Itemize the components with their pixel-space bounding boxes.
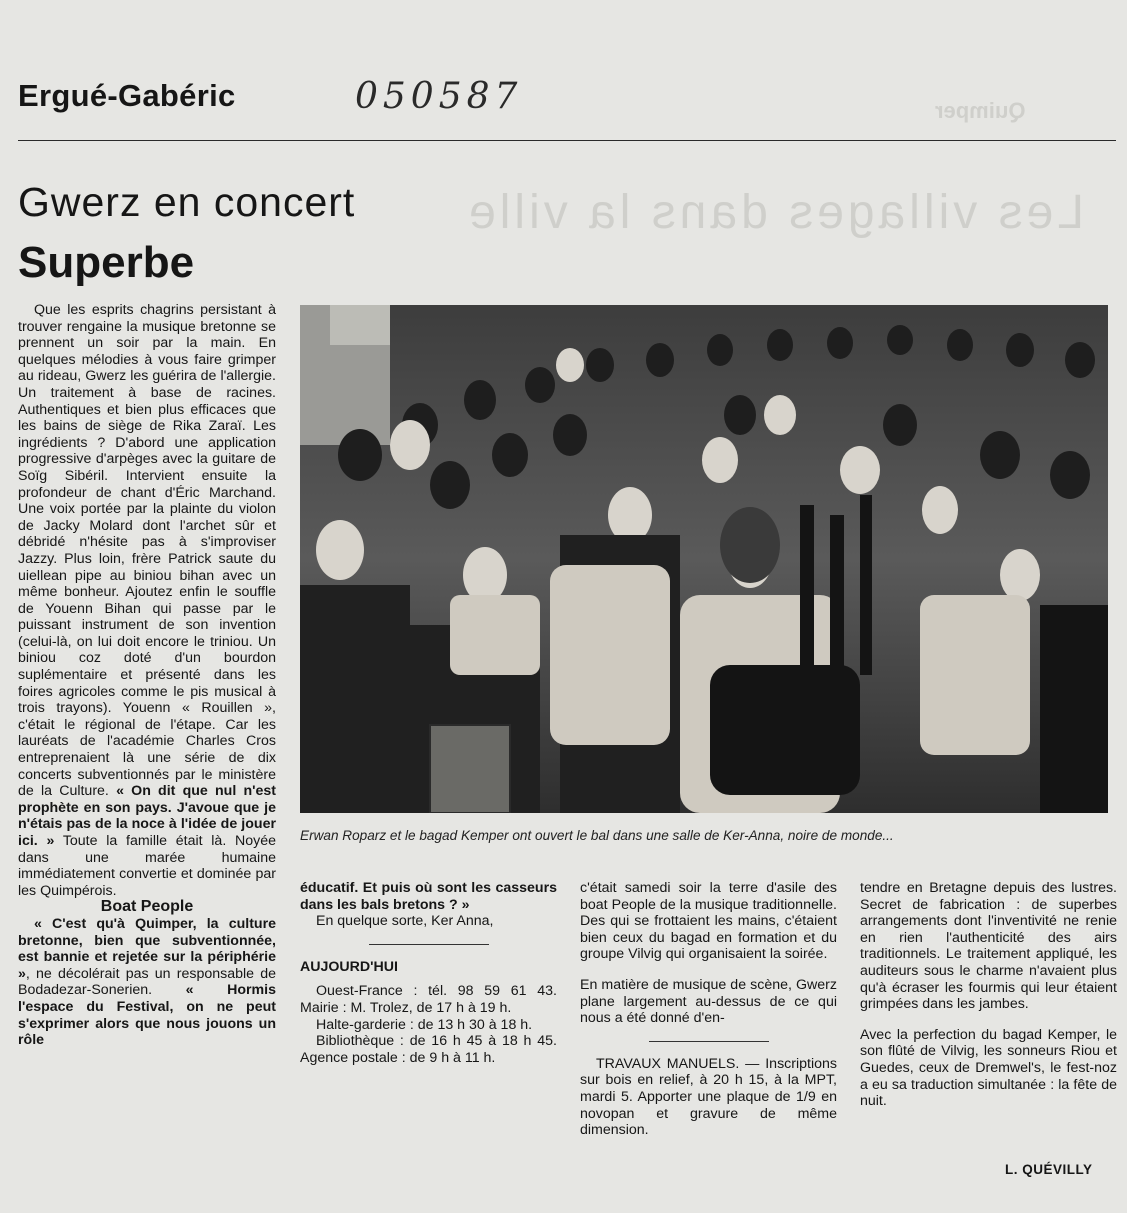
quote-text: éducatif. Et puis où sont les casseurs dans les bals bretons ? » bbox=[300, 880, 557, 913]
article-paragraph bbox=[18, 916, 276, 1049]
article-paragraph bbox=[18, 302, 276, 899]
handwritten-date: 050587 bbox=[355, 76, 523, 117]
agenda-heading: AUJOURD'HUI bbox=[300, 958, 398, 975]
paragraph-text: Toute la famille était là. Noyée dans une marée humaine immédiatement convertie et dominée par les Quimpérois. bbox=[18, 833, 276, 899]
article-paragraph bbox=[300, 880, 557, 913]
agenda-item: Ouest-France : tél. 98 59 61 43. Mairie : M. Trolez, de 17 h à 19 h. bbox=[300, 983, 557, 1016]
separator-rule bbox=[649, 1041, 769, 1042]
photo-caption: Erwan Roparz et le bagad Kemper ont ouvert le bal dans une salle de Ker-Anna, noire de monde... bbox=[300, 828, 894, 843]
subheading: Boat People bbox=[100, 898, 194, 916]
separator-rule bbox=[369, 944, 489, 945]
article-kicker: Gwerz en concert bbox=[18, 179, 356, 225]
article-headline: Superbe bbox=[18, 238, 195, 287]
section-title: Ergué-Gabéric bbox=[18, 78, 236, 113]
bleed-through-text: Les villages dans la ville bbox=[465, 186, 1084, 239]
article-column-2 bbox=[300, 880, 557, 1066]
article-paragraph: Avec la perfection du bagad Kemper, le son flûté de Vilvig, les sonneurs Riou et Guedes, ceux de Dremwel's, le fest-noz a eu sa traduction simultanée : la fête de nuit. bbox=[860, 1026, 1117, 1110]
news-brief: TRAVAUX MANUELS. — Inscriptions sur bois en relief, à 20 h 15, à la MPT, mardi 5. Apporter une plaque de 1/9 en novopan et gravure de même dimension. bbox=[580, 1055, 837, 1139]
photo-crowd-illustration bbox=[300, 305, 1108, 813]
quote-text: « Hormis l'espace du Festival, on ne peut s'exprimer alors que nous jouons un rôle bbox=[18, 982, 276, 1049]
paragraph-text: , ne décolérait pas un responsable de Bodadezar-Sonerien. bbox=[18, 965, 276, 999]
quote-text: « On dit que nul n'est prophète en son pays. J'avoue que je n'étais pas de la noce à l'idée de jouer ici. » bbox=[18, 783, 277, 849]
concert-photo bbox=[300, 305, 1108, 813]
article-paragraph: En matière de musique de scène, Gwerz plane largement au-dessus de ce qui nous a été donné d'en- bbox=[580, 976, 837, 1027]
article-column-1 bbox=[18, 302, 276, 1049]
author-signature: L. QUÉVILLY bbox=[1005, 1162, 1093, 1177]
article-column-3 bbox=[580, 880, 837, 1139]
paragraph-text: Que les esprits chagrins persistant à trouver rengaine la musique bretonne se prennent un soir par la main. En quelques mélodies à vous faire grimper au rideau, Gwerz les guérira de l'allergie. Un traitement à base de racines. Authentiques et bien plus efficaces que les bains de siège de Rika Zaraï. Les ingrédients ? D'abord une application progressive d'arpèges avec la guitare de Soïg Sibéril. Intervient ensuite la profondeur de chant d'Éric Marchand. Une voix portée par la plainte du violon de Jacky Molard dont l'archet sûr et débridé n'hésite pas à s'improviser Jazzy. Plus loin, frère Patrick saute du uiellean pipe au biniou bihan avec un même bonheur. Ajoutez enfin le souffle de Youenn Bihan qui passe par le puissant instrument de son invention (celui-là, on lui doit encore le triniou. Un biniou coz doté d'un bourdon suplémentaire et présenté dans les foires agricoles comme le pis musical à trois trayons). Youenn « Rouillen », c'était le régional de l'étape. Car les lauréats de l'académie Charles Cros entreprenaient là une série de dix concerts subventionnés par le ministère de la Culture. bbox=[18, 302, 276, 800]
header-rule bbox=[18, 140, 1116, 141]
article-column-4 bbox=[860, 880, 1117, 1110]
agenda-item: Halte-garderie : de 13 h 30 à 18 h. bbox=[316, 1016, 533, 1033]
quote-text: « C'est qu'à Quimper, la culture bretonne, bien que subventionnée, est bannie et rejetée sur la périphérie » bbox=[18, 915, 276, 982]
article-paragraph: tendre en Bretagne depuis des lustres. Secret de fabrication : de superbes arrangements dont l'inventivité ne renie en rien l'authenticité des airs traditionnels. Le traitement appliqué, les auditeurs sous le charme n'avaient plus qu'à écraser les fourmis qui leur étaient grimpées dans les jambes. bbox=[860, 880, 1117, 1013]
article-paragraph: En quelque sorte, Ker Anna, bbox=[316, 913, 494, 930]
agenda-item: Bibliothèque : de 16 h 45 à 18 h 45. Agence postale : de 9 h à 11 h. bbox=[300, 1033, 557, 1066]
article-paragraph: c'était samedi soir la terre d'asile des boat People de la musique traditionnelle. Des qui se frottaient les mains, c'étaient bien ceux du bagad en formation et du groupe Vilvig qui organisaient la soirée. bbox=[580, 880, 837, 963]
bleed-through-text-small: Quimper bbox=[935, 98, 1026, 123]
